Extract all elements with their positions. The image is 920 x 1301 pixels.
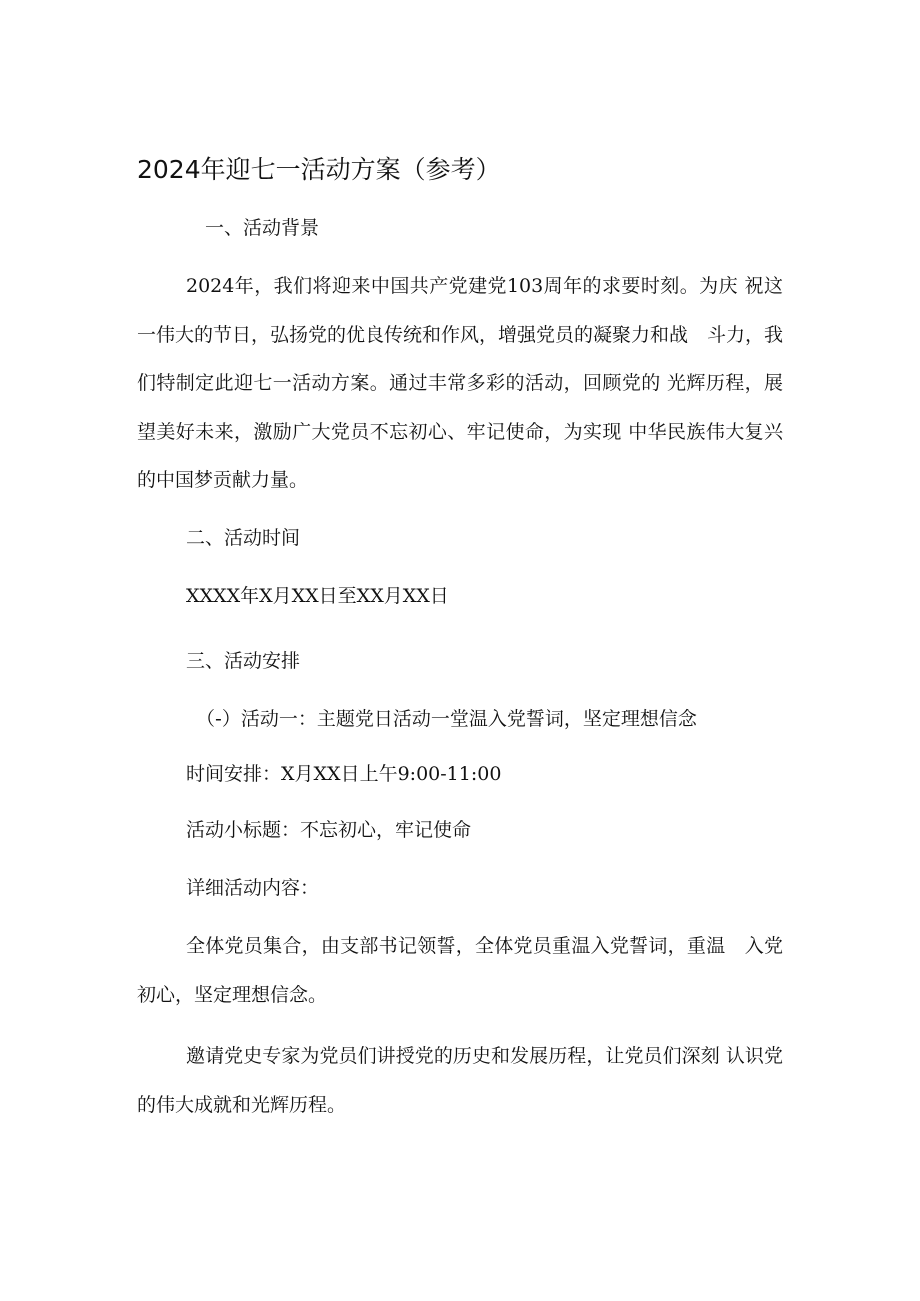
activity-date-range: XXXX年X月XX日至XX月XX日 — [186, 585, 449, 607]
section-heading-background: 一、活动背景 — [205, 217, 320, 239]
activity-one-heading: （-）活动一：主题党日活动一堂温入党誓词，坚定理想信念 — [196, 708, 697, 730]
activity-one-subtitle: 活动小标题：不忘初心，牢记使命 — [186, 819, 472, 841]
activity-one-detail-label: 详细活动内容： — [186, 877, 320, 899]
activity-one-detail-paragraph-2: 邀请党史专家为党员们讲授党的历史和发展历程，让党员们深刻 认识党的伟大成就和光辉历程。 — [137, 1045, 783, 1116]
background-paragraph: 2024年，我们将迎来中国共产党建党103周年的求要时刻。为庆 祝这一伟大的节日，弘扬党的优良传统和作风，增强党员的凝聚力和战 斗力，我们特制定此迎七一活动方案。通过丰常多彩的活动，回顾党的 光辉历程，展望美好未来，激励广大党员不忘初心、牢记使命，为实现 中华民族伟大复兴的中国梦贡献力量。 — [137, 275, 784, 491]
activity-one-time: 时间安排：X月XX日上午9:00-11:00 — [186, 763, 502, 785]
section-heading-arrangement: 三、活动安排 — [186, 650, 301, 672]
section-heading-time: 二、活动时间 — [186, 527, 301, 549]
activity-one-detail-paragraph-1: 全体党员集合，由支部书记领誓，全体党员重温入党誓词，重温 入党初心，坚定理想信念。 — [137, 935, 783, 1006]
document-title: 2024年迎七一活动方案（参考） — [137, 155, 501, 184]
